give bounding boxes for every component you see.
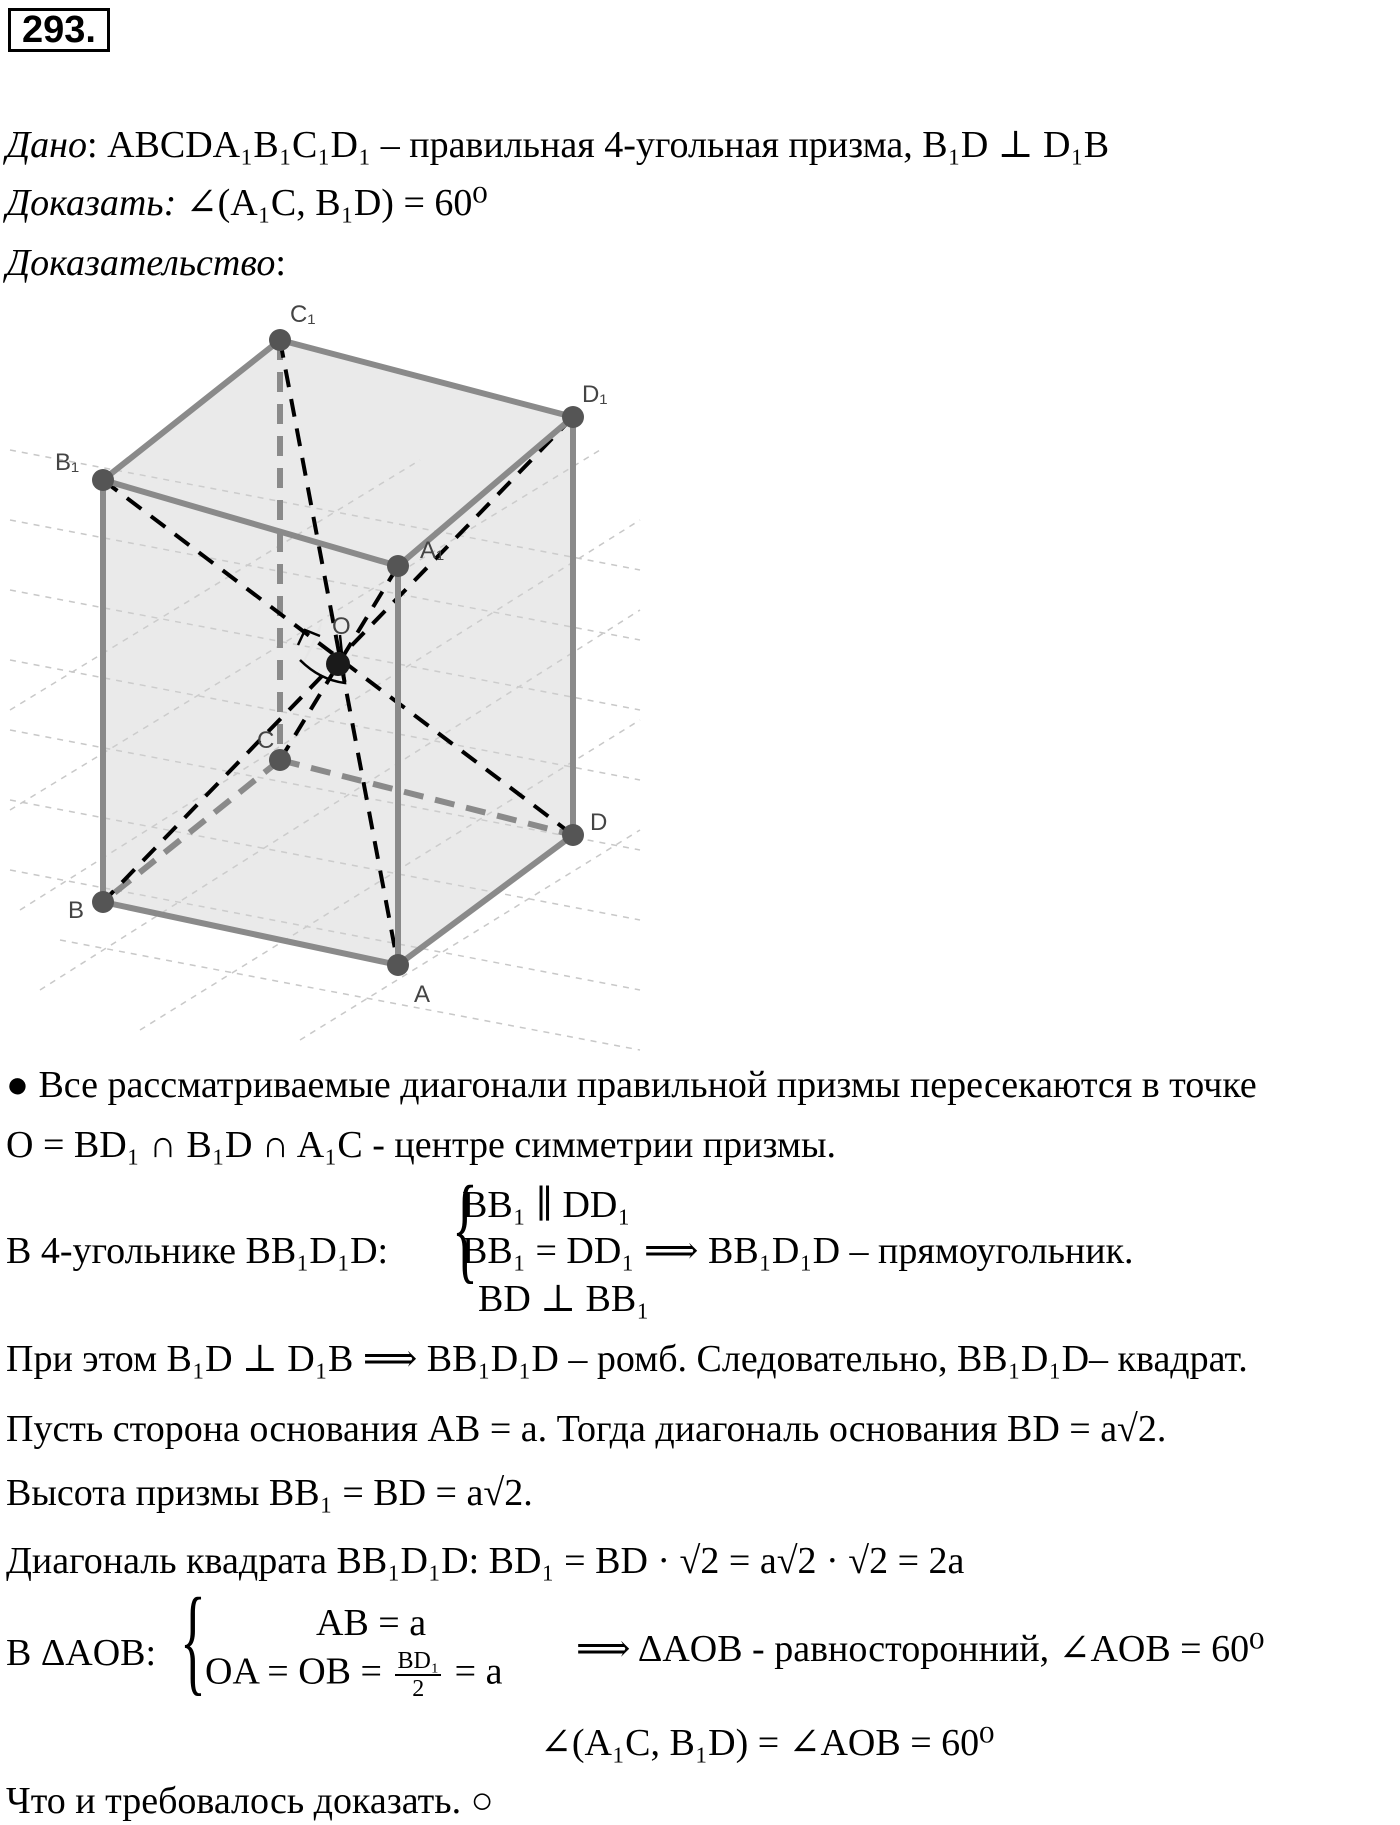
fraction — [395, 1648, 441, 1702]
fraction-numerator: BD₁ — [397, 1648, 440, 1674]
paragraph-1: ● Все рассматриваемые диагонали правильной призмы пересекаются в точке — [6, 1064, 1257, 1106]
label-c: C — [257, 727, 275, 754]
prove-line — [6, 180, 488, 226]
system2-line2-right: = a — [454, 1650, 503, 1693]
paragraph-4: Пусть сторона основания AB = a. Тогда диагональ основания BD = a√2. — [6, 1408, 1167, 1450]
system-brace-1: { — [452, 1161, 478, 1294]
system2-line-1: AB = a — [316, 1602, 427, 1644]
system-brace-2: { — [180, 1573, 206, 1706]
proof-colon: : — [275, 242, 286, 284]
proof-line — [6, 240, 286, 286]
system2-line2-left: OA = OB = — [205, 1650, 382, 1693]
proof-label: Доказательство — [6, 242, 276, 284]
system2-result: ⟹ ΔAOB - равносторонний, ∠AOB = 60⁰ — [576, 1628, 1265, 1670]
fraction-denominator: 2 — [412, 1676, 425, 1702]
prism-figure — [0, 290, 680, 1070]
system1-line-3: BD ⊥ BB₁ — [478, 1278, 650, 1320]
paragraph-5: Высота призмы BB₁ = BD = a√2. — [6, 1472, 533, 1514]
prove-text: ∠(A₁C, B₁D) = 60⁰ — [176, 182, 488, 224]
system2-line-2 — [205, 1648, 502, 1702]
prove-label: Доказать: — [6, 182, 177, 224]
paragraph-3: При этом B₁D ⊥ D₁B ⟹ BB₁D₁D – ромб. Следовательно, BB₁D₁D– квадрат. — [6, 1338, 1248, 1380]
label-o: O — [332, 613, 351, 640]
given-text: : ABCDA₁B₁C₁D₁ – правильная 4-угольная призма, B₁D ⊥ D₁B — [87, 124, 1110, 166]
triangle-intro: В ΔAOB: — [6, 1632, 157, 1674]
quad-intro: В 4-угольнике BB₁D₁D: — [6, 1230, 389, 1272]
given-label: Дано — [6, 124, 88, 166]
label-b1: B₁ — [55, 449, 80, 476]
label-d: D — [590, 809, 608, 836]
system1-line-1: BB₁ ∥ DD₁ — [462, 1184, 631, 1226]
paragraph-6: Диагональ квадрата BB₁D₁D: BD₁ = BD · √2 = a√2 · √2 = 2a — [6, 1540, 965, 1582]
label-a1: A₁ — [420, 537, 445, 564]
label-a: A — [414, 981, 431, 1008]
conclusion: Что и требовалось доказать. ○ — [6, 1780, 494, 1822]
label-d1: D₁ — [582, 381, 608, 408]
result-line: ∠(A₁C, B₁D) = ∠AOB = 60⁰ — [540, 1722, 995, 1764]
problem-number: 293. — [8, 8, 110, 52]
given-line — [6, 122, 1109, 168]
label-c1: C₁ — [290, 301, 316, 328]
system1-line-2: BB₁ = DD₁ ⟹ BB₁D₁D – прямоугольник. — [462, 1230, 1134, 1272]
paragraph-2: O = BD₁ ∩ B₁D ∩ A₁C - центре симметрии призмы. — [6, 1124, 837, 1166]
label-b: B — [68, 897, 85, 924]
